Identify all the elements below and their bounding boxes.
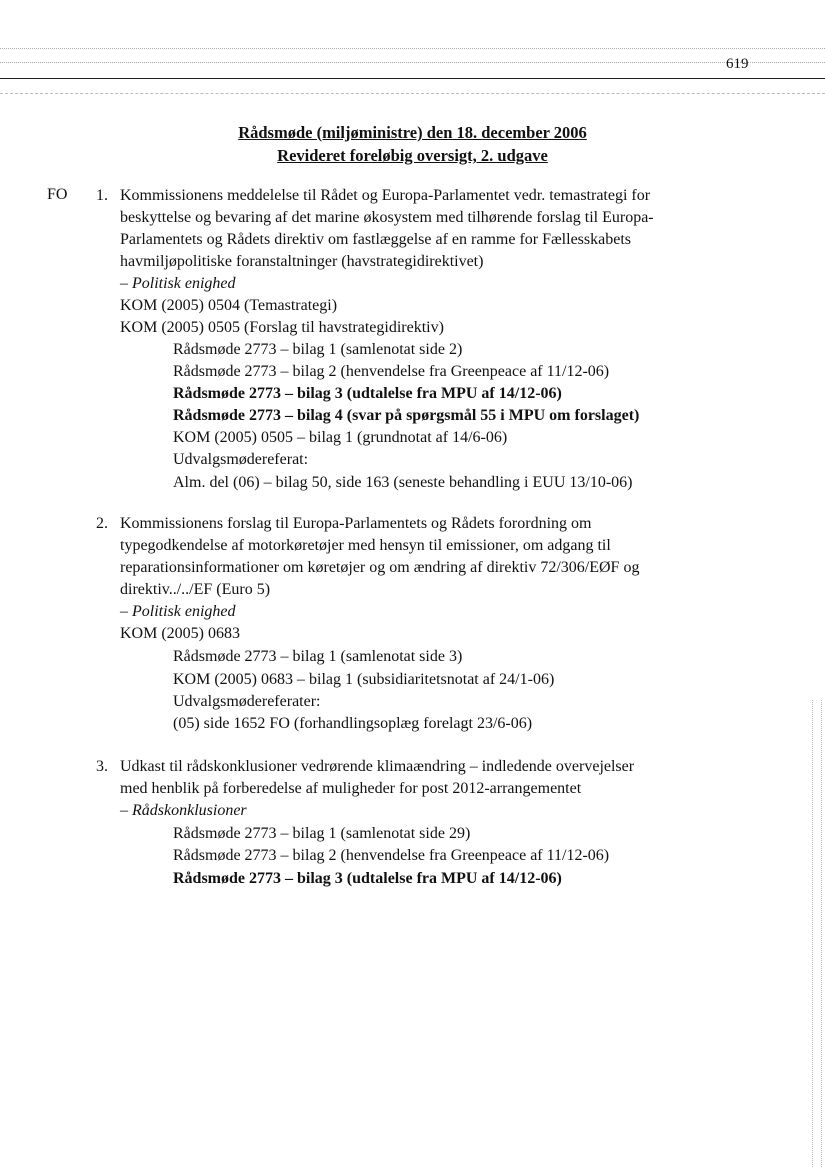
scan-edge-line <box>812 700 813 1167</box>
item-document: Rådsmøde 2773 – bilag 3 (udtalelse fra MPU af 14/12-06) <box>173 870 562 887</box>
item-document: Rådsmøde 2773 – bilag 1 (samlenotat side 29) <box>173 825 471 842</box>
item-document: Rådsmøde 2773 – bilag 2 (henvendelse fra Greenpeace af 11/12-06) <box>173 363 610 380</box>
item-document: (05) side 1652 FO (forhandlingsoplæg forelagt 23/6-06) <box>173 715 533 732</box>
item-document: Rådsmøde 2773 – bilag 1 (samlenotat side 2) <box>173 341 463 358</box>
item-title-line: Kommissionens forslag til Europa-Parlamentets og Rådets forordning om <box>120 515 592 532</box>
item-title-line: med henblik på forberedelse af muligheder for post 2012-arrangementet <box>120 780 582 797</box>
page-title: Rådsmøde (miljøministre) den 18. december 2006 <box>238 123 587 142</box>
item-title-line: typegodkendelse af motorkøretøjer med hensyn til emissioner, om adgang til <box>120 537 611 554</box>
item-reference: KOM (2005) 0504 (Temastrategi) <box>120 297 338 314</box>
item-reference: KOM (2005) 0505 (Forslag til havstrategidirektiv) <box>120 319 444 336</box>
item-status: – Politisk enighed <box>120 603 236 620</box>
item-title-line: Udkast til rådskonklusioner vedrørende klimaændring – indledende overvejelser <box>120 758 635 775</box>
scan-edge-line-2 <box>821 700 822 1167</box>
header-rule-top <box>0 48 825 49</box>
item-reference: KOM (2005) 0683 <box>120 625 240 642</box>
item-status: – Politisk enighed <box>120 275 236 292</box>
item-document: KOM (2005) 0683 – bilag 1 (subsidiaritetsnotat af 24/1-06) <box>173 671 555 688</box>
item-document: Rådsmøde 2773 – bilag 2 (henvendelse fra Greenpeace af 11/12-06) <box>173 847 610 864</box>
item-document: Rådsmøde 2773 – bilag 1 (samlenotat side 3) <box>173 648 463 665</box>
item-document: Alm. del (06) – bilag 50, side 163 (seneste behandling i EUU 13/10-06) <box>173 474 633 491</box>
item-document: Rådsmøde 2773 – bilag 3 (udtalelse fra MPU af 14/12-06) <box>173 385 562 402</box>
header-rule-lower <box>0 93 825 94</box>
item-document: Rådsmøde 2773 – bilag 4 (svar på spørgsmål 55 i MPU om forslaget) <box>173 407 640 424</box>
item-title-line: beskyttelse og bevaring af det marine økosystem med tilhørende forslag til Europa- <box>120 209 654 226</box>
item-document: Udvalgsmødereferat: <box>173 451 309 468</box>
header-rule-main <box>0 78 825 79</box>
item-title-line: Parlamentets og Rådets direktiv om fastlæggelse af en ramme for Fællesskabets <box>120 231 631 248</box>
country-code: FO <box>47 186 68 203</box>
item-number: 1. <box>96 187 108 204</box>
item-title-line: direktiv../../EF (Euro 5) <box>120 581 271 598</box>
item-document: Udvalgsmødereferater: <box>173 693 321 710</box>
header-rule-upper <box>0 62 825 63</box>
item-title-line: Kommissionens meddelelse til Rådet og Europa-Parlamentet vedr. temastrategi for <box>120 187 651 204</box>
page-subtitle: Revideret foreløbig oversigt, 2. udgave <box>277 146 548 165</box>
item-status: – Rådskonklusioner <box>120 802 247 819</box>
page-number: 619 <box>726 56 749 72</box>
item-title-line: havmiljøpolitiske foranstaltninger (havstrategidirektivet) <box>120 253 484 270</box>
item-document: KOM (2005) 0505 – bilag 1 (grundnotat af 14/6-06) <box>173 429 508 446</box>
item-number: 2. <box>96 515 108 532</box>
item-number: 3. <box>96 758 108 775</box>
item-title-line: reparationsinformationer om køretøjer og om ændring af direktiv 72/306/EØF og <box>120 559 640 576</box>
